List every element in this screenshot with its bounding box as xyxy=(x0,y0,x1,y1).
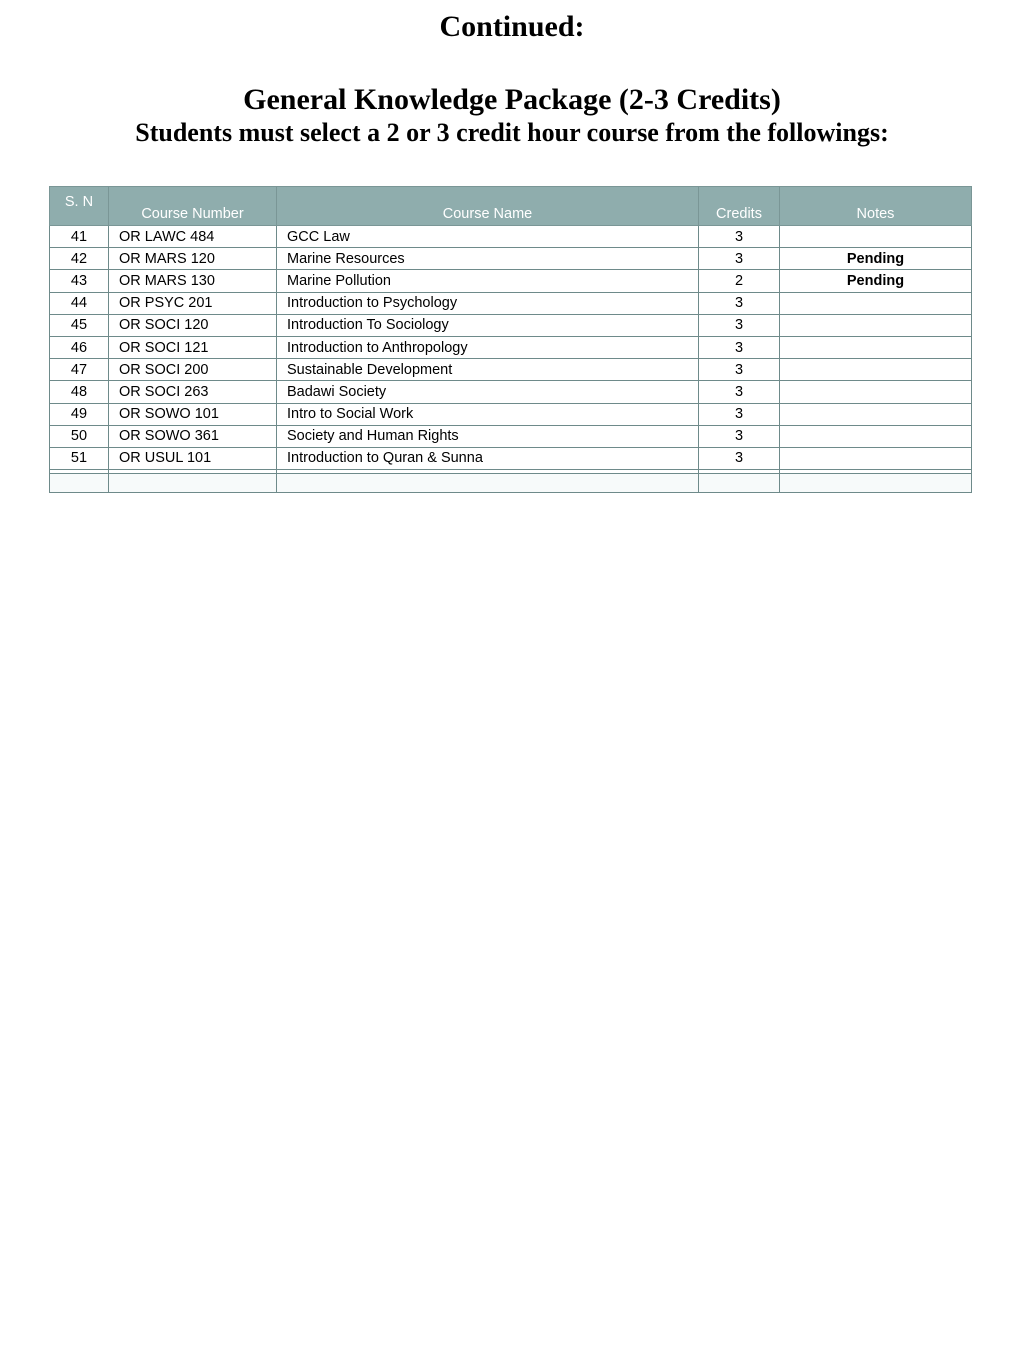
cell-notes: Pending xyxy=(780,270,972,292)
cell-course-number: OR SOCI 121 xyxy=(109,336,277,358)
table-row xyxy=(50,381,972,403)
continued-heading: Continued: xyxy=(439,10,585,43)
table-row xyxy=(50,292,972,314)
cell-notes xyxy=(780,292,972,314)
cell-course-name: Society and Human Rights xyxy=(277,425,699,447)
cell-course-name: Badawi Society xyxy=(277,381,699,403)
cell-notes: Pending xyxy=(780,248,972,270)
cell-credits: 3 xyxy=(699,381,780,403)
cell-credits: 2 xyxy=(699,270,780,292)
column-header-course-name: Course Name xyxy=(277,187,699,226)
cell-notes xyxy=(780,447,972,469)
empty-cell xyxy=(277,474,699,493)
cell-course-name: Marine Resources xyxy=(277,248,699,270)
cell-credits: 3 xyxy=(699,447,780,469)
cell-credits: 3 xyxy=(699,314,780,336)
table-row xyxy=(50,359,972,381)
cell-course-number: OR SOWO 101 xyxy=(109,403,277,425)
cell-course-name: Intro to Social Work xyxy=(277,403,699,425)
cell-course-number: OR MARS 130 xyxy=(109,270,277,292)
cell-sn: 45 xyxy=(50,314,109,336)
column-header-notes: Notes xyxy=(780,187,972,226)
table-row xyxy=(50,314,972,336)
cell-credits: 3 xyxy=(699,425,780,447)
column-header-course-number: Course Number xyxy=(109,187,277,226)
cell-credits: 3 xyxy=(699,359,780,381)
cell-course-name: Introduction to Psychology xyxy=(277,292,699,314)
cell-credits: 3 xyxy=(699,403,780,425)
cell-credits: 3 xyxy=(699,336,780,358)
courses-table xyxy=(49,186,972,493)
cell-sn: 47 xyxy=(50,359,109,381)
cell-sn: 51 xyxy=(50,447,109,469)
cell-course-name: Sustainable Development xyxy=(277,359,699,381)
table-row xyxy=(50,403,972,425)
cell-credits: 3 xyxy=(699,292,780,314)
empty-cell xyxy=(109,474,277,493)
cell-course-number: OR SOCI 200 xyxy=(109,359,277,381)
cell-sn: 41 xyxy=(50,226,109,248)
cell-course-number: OR LAWC 484 xyxy=(109,226,277,248)
column-header-credits: Credits xyxy=(699,187,780,226)
cell-course-number: OR MARS 120 xyxy=(109,248,277,270)
cell-sn: 46 xyxy=(50,336,109,358)
cell-course-number: OR USUL 101 xyxy=(109,447,277,469)
empty-cell xyxy=(50,474,109,493)
cell-course-number: OR SOCI 120 xyxy=(109,314,277,336)
cell-notes xyxy=(780,359,972,381)
cell-notes xyxy=(780,336,972,358)
cell-notes xyxy=(780,425,972,447)
cell-course-name: Introduction to Quran & Sunna xyxy=(277,447,699,469)
cell-sn: 42 xyxy=(50,248,109,270)
cell-course-number: OR SOWO 361 xyxy=(109,425,277,447)
cell-notes xyxy=(780,403,972,425)
cell-sn: 43 xyxy=(50,270,109,292)
cell-sn: 44 xyxy=(50,292,109,314)
table-row xyxy=(50,248,972,270)
cell-sn: 50 xyxy=(50,425,109,447)
cell-credits: 3 xyxy=(699,226,780,248)
table-row xyxy=(50,226,972,248)
cell-credits: 3 xyxy=(699,248,780,270)
cell-notes xyxy=(780,226,972,248)
cell-course-name: Introduction To Sociology xyxy=(277,314,699,336)
instruction-text: Students must select a 2 or 3 credit hour course from the followings: xyxy=(135,118,889,147)
cell-course-name: Introduction to Anthropology xyxy=(277,336,699,358)
cell-course-number: OR SOCI 263 xyxy=(109,381,277,403)
table-header-row xyxy=(50,187,972,226)
cell-notes xyxy=(780,381,972,403)
table-empty-row xyxy=(50,474,972,493)
table-body xyxy=(50,226,972,493)
column-header-sn: S. N xyxy=(50,187,109,226)
cell-course-name: Marine Pollution xyxy=(277,270,699,292)
package-title: General Knowledge Package (2-3 Credits) xyxy=(243,83,781,116)
table-row xyxy=(50,425,972,447)
empty-cell xyxy=(699,474,780,493)
cell-notes xyxy=(780,314,972,336)
cell-course-name: GCC Law xyxy=(277,226,699,248)
table-row xyxy=(50,270,972,292)
table-row xyxy=(50,447,972,469)
cell-course-number: OR PSYC 201 xyxy=(109,292,277,314)
cell-sn: 49 xyxy=(50,403,109,425)
empty-cell xyxy=(780,474,972,493)
cell-sn: 48 xyxy=(50,381,109,403)
table-row xyxy=(50,336,972,358)
